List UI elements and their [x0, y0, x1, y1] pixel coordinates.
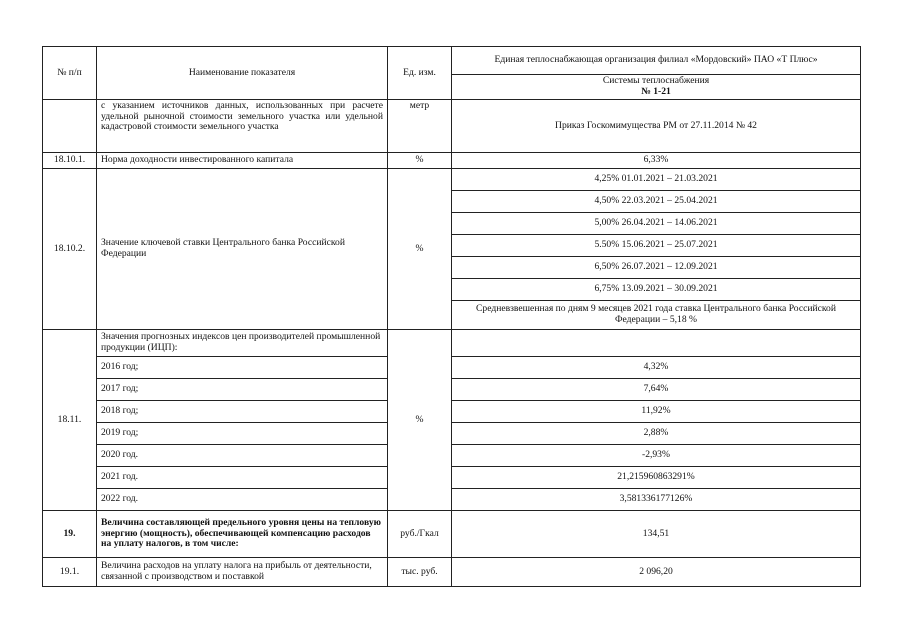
rate-cell: 6,50% 26.07.2021 – 12.09.2021	[452, 257, 861, 279]
name-cell: Значения прогнозных индексов цен производителей промышленной продукции (ИЦП):	[97, 330, 388, 357]
year-value: 7,64%	[452, 379, 861, 401]
num-cell: 19.	[43, 511, 97, 558]
table-row	[43, 100, 861, 153]
rate-cell: 4,25% 01.01.2021 – 21.03.2021	[452, 169, 861, 191]
name-cell: с указанием источников данных, использованных при расчете удельной рыночной стоимости земельного участка или удельной кадастровой стоимости земельного участка	[97, 100, 388, 153]
year-label: 2020 год.	[97, 445, 388, 467]
year-label: 2018 год;	[97, 401, 388, 423]
unit-cell: метр	[388, 100, 452, 153]
year-value: 11,92%	[452, 401, 861, 423]
year-label: 2016 год;	[97, 357, 388, 379]
document-page	[42, 46, 860, 587]
value-cell: 2 096,20	[452, 558, 861, 587]
header-name: Наименование показателя	[97, 47, 388, 100]
header-unit: Ед. изм.	[388, 47, 452, 100]
year-label: 2017 год;	[97, 379, 388, 401]
table-row	[43, 511, 861, 558]
table-row	[43, 401, 861, 423]
table-row	[43, 379, 861, 401]
rate-cell: 5.50% 15.06.2021 – 25.07.2021	[452, 235, 861, 257]
year-value: 3,581336177126%	[452, 489, 861, 511]
table-row	[43, 445, 861, 467]
table-row	[43, 357, 861, 379]
unit-cell: %	[388, 153, 452, 169]
unit-cell: руб./Гкал	[388, 511, 452, 558]
rate-cell: 5,00% 26.04.2021 – 14.06.2021	[452, 213, 861, 235]
unit-cell: %	[388, 330, 452, 511]
header-systems	[452, 74, 861, 99]
year-value: 21,215960863291%	[452, 467, 861, 489]
systems-range: № 1-21	[641, 85, 671, 97]
num-cell: 18.10.1.	[43, 153, 97, 169]
num-cell: 19.1.	[43, 558, 97, 587]
value-cell: 6,33%	[452, 153, 861, 169]
value-cell	[452, 330, 861, 357]
rate-cell: 6,75% 13.09.2021 – 30.09.2021	[452, 279, 861, 301]
name-cell: Величина расходов на уплату налога на прибыль от деятельности, связанной с производством и поставкой	[97, 558, 388, 587]
table-row	[43, 330, 861, 357]
num-cell: 18.10.2.	[43, 169, 97, 330]
name-cell: Значение ключевой ставки Центрального банка Российской Федерации	[97, 169, 388, 330]
unit-cell: тыс. руб.	[388, 558, 452, 587]
table-row	[43, 153, 861, 169]
value-cell: 134,51	[452, 511, 861, 558]
header-row	[43, 47, 861, 75]
table-row	[43, 558, 861, 587]
rate-cell: 4,50% 22.03.2021 – 25.04.2021	[452, 191, 861, 213]
name-cell: Величина составляющей предельного уровня цены на тепловую энергию (мощность), обеспечивающей компенсацию расходов на уплату налогов, в том числе:	[97, 511, 388, 558]
header-org: Единая теплоснабжающая организация филиал «Мордовский» ПАО «Т Плюс»	[452, 47, 861, 75]
table-row	[43, 423, 861, 445]
name-cell: Норма доходности инвестированного капитала	[97, 153, 388, 169]
num-cell	[43, 100, 97, 153]
rate-average-cell: Средневзвешенная по дням 9 месяцев 2021 года ставка Центрального банка Российской Федерации – 5,18 %	[452, 301, 861, 330]
systems-label: Системы теплоснабжения	[602, 75, 710, 87]
year-value: 2,88%	[452, 423, 861, 445]
table-row	[43, 489, 861, 511]
table-row	[43, 467, 861, 489]
tariff-table	[42, 46, 861, 587]
value-cell: Приказ Госкомимущества РМ от 27.11.2014 № 42	[452, 100, 861, 153]
year-value: -2,93%	[452, 445, 861, 467]
header-num: № п/п	[43, 47, 97, 100]
year-label: 2022 год.	[97, 489, 388, 511]
unit-cell: %	[388, 169, 452, 330]
table-row	[43, 169, 861, 191]
year-value: 4,32%	[452, 357, 861, 379]
num-cell: 18.11.	[43, 330, 97, 511]
year-label: 2021 год.	[97, 467, 388, 489]
year-label: 2019 год;	[97, 423, 388, 445]
